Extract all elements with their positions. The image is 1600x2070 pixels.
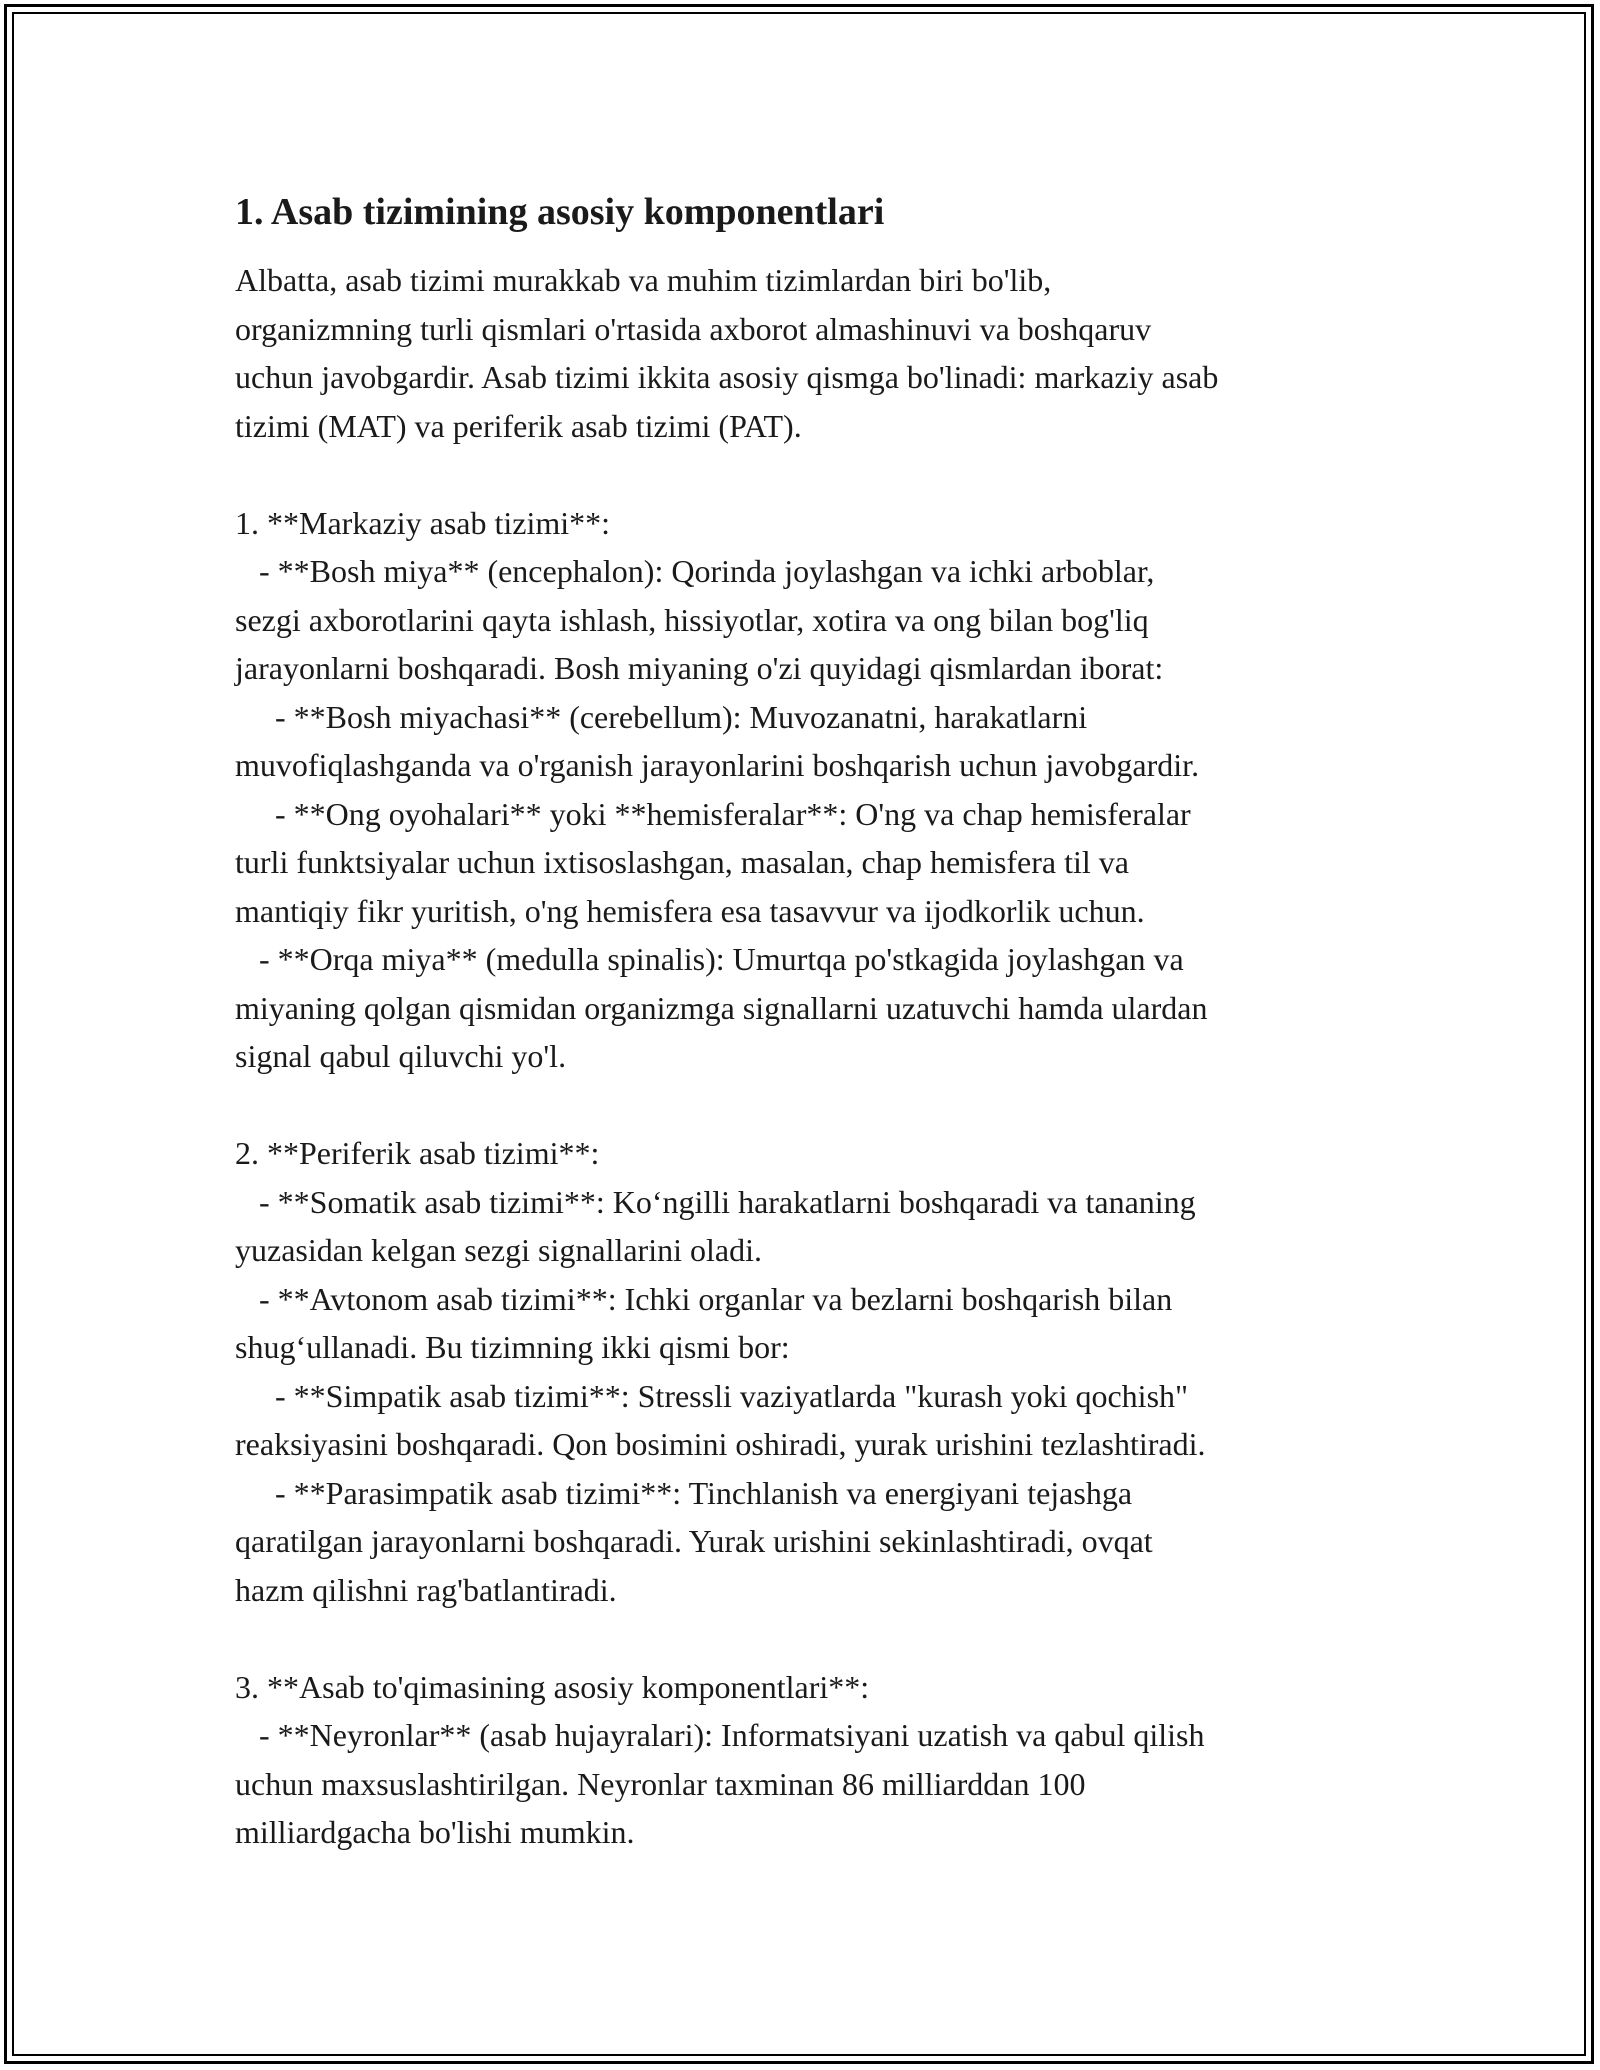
- text-line: qaratilgan jarayonlarni boshqaradi. Yurak urishini sekinlashtiradi, ovqat: [235, 1523, 1153, 1559]
- text-line: - **Somatik asab tizimi**: Ko‘ngilli harakatlarni boshqaradi va tananing: [235, 1183, 1196, 1220]
- text-line: miyaning qolgan qismidan organizmga signallarni uzatuvchi hamda ulardan: [235, 989, 1208, 1026]
- text-line: jarayonlarni boshqaradi. Bosh miyaning o'zi quyidagi qismlardan iborat:: [235, 650, 1164, 686]
- text-line: yuzasidan kelgan sezgi signallarini oladi.: [235, 1232, 762, 1268]
- text-line: sezgi axborotlarini qayta ishlash, hissiyotlar, xotira va ong bilan bog'liq: [235, 601, 1149, 638]
- text-line: - **Avtonom asab tizimi**: Ichki organlar va bezlarni boshqarish bilan: [235, 1280, 1173, 1317]
- text-line: - **Bosh miya** (encephalon): Qorinda joylashgan va ichki arboblar,: [235, 553, 1155, 589]
- text-line: signal qabul qiluvchi yo'l.: [235, 1038, 567, 1074]
- document-title: 1. Asab tizimining asosiy komponentlari: [235, 191, 885, 233]
- text-line: tizimi (MAT) va periferik asab tizimi (PAT).: [235, 407, 802, 444]
- text-line: mantiqiy fikr yuritish, o'ng hemisfera esa tasavvur va ijodkorlik uchun.: [235, 892, 1145, 929]
- text-line: reaksiyasini boshqaradi. Qon bosimini oshiradi, yurak urishini tezlashtiradi.: [235, 1426, 1206, 1462]
- text-line: - **Bosh miyachasi** (cerebellum): Muvozanatni, harakatlarni: [235, 698, 1088, 735]
- text-line: milliardgacha bo'lishi mumkin.: [235, 1814, 635, 1850]
- text-line: - **Parasimpatik asab tizimi**: Tinchlanish va energiyani tejashga: [235, 1474, 1133, 1511]
- text-line: muvofiqlashganda va o'rganish jarayonlarini boshqarish uchun javobgardir.: [235, 747, 1200, 783]
- text-line: turli funktsiyalar uchun ixtisoslashgan, masalan, chap hemisfera til va: [235, 844, 1129, 880]
- text-line: - **Simpatik asab tizimi**: Stressli vaziyatlarda "kurash yoki qochish": [235, 1377, 1189, 1414]
- document-page: [235, 186, 1385, 1857]
- text-line: uchun maxsuslashtirilgan. Neyronlar taxminan 86 milliarddan 100: [235, 1765, 1086, 1802]
- text-line: uchun javobgardir. Asab tizimi ikkita asosiy qismga bo'linadi: markaziy asab: [235, 359, 1219, 395]
- blank-line: [235, 1614, 1385, 1663]
- text-line: 2. **Periferik asab tizimi**:: [235, 1135, 600, 1171]
- text-line: shug‘ullanadi. Bu tizimning ikki qismi bor:: [235, 1329, 790, 1365]
- text-line: Albatta, asab tizimi murakkab va muhim tizimlardan biri bo'lib,: [235, 262, 1052, 298]
- text-line: - **Ong oyohalari** yoki **hemisferalar**: O'ng va chap hemisferalar: [235, 795, 1191, 832]
- text-line: hazm qilishni rag'batlantiradi.: [235, 1571, 617, 1608]
- text-line: organizmning turli qismlari o'rtasida axborot almashinuvi va boshqaruv: [235, 310, 1152, 347]
- text-line: - **Orqa miya** (medulla spinalis): Umurtqa po'stkagida joylashgan va: [235, 941, 1184, 977]
- text-line: 3. **Asab to'qimasining asosiy komponentlari**:: [235, 1668, 870, 1705]
- blank-line: [235, 1081, 1385, 1130]
- text-line: 1. **Markaziy asab tizimi**:: [235, 504, 611, 541]
- blank-line: [235, 450, 1385, 499]
- document-body: [235, 256, 1385, 1857]
- text-line: - **Neyronlar** (asab hujayralari): Informatsiyani uzatish va qabul qilish: [235, 1717, 1205, 1753]
